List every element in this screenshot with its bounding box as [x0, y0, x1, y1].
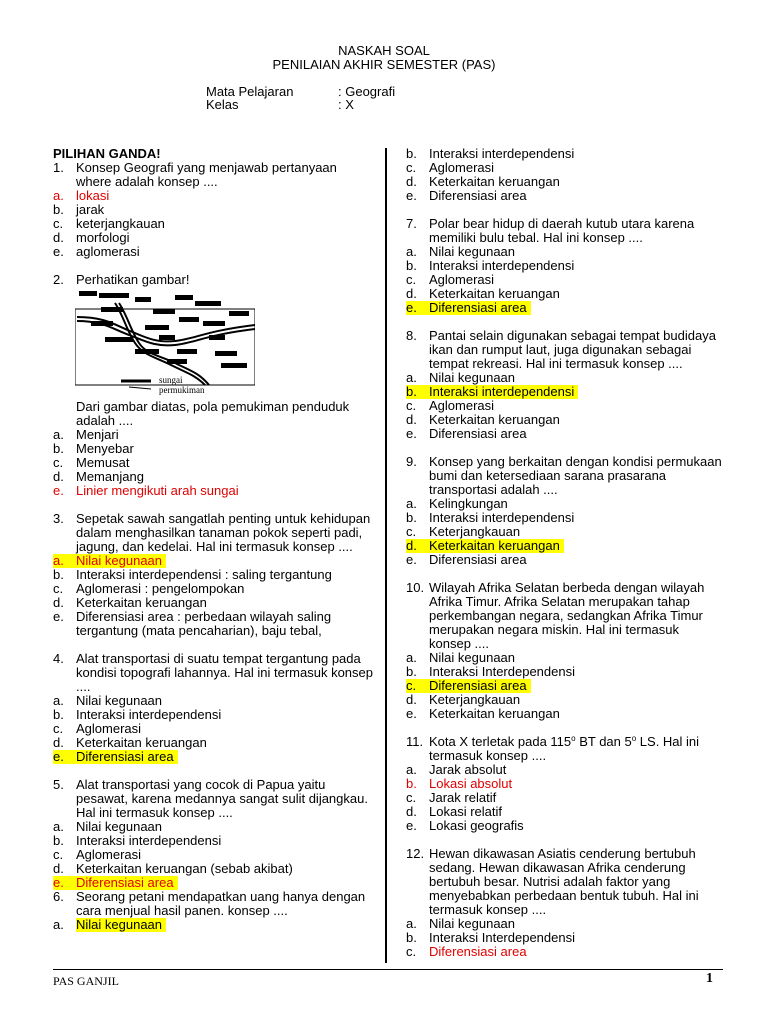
footer-label: PAS GANJIL — [53, 974, 119, 988]
question-text: Konsep Geografi yang menjawab pertanyaan where adalah konsep .... — [76, 160, 337, 189]
option-c: c. Keterjangkauan — [406, 524, 521, 539]
section-title: PILIHAN GANDA! — [53, 146, 161, 161]
question-2 — [53, 273, 373, 498]
legend-settlement-label: permukiman — [159, 385, 205, 395]
option-a: a. Nilai kegunaan — [53, 693, 163, 708]
question-number: 4. — [53, 651, 64, 666]
footer-rule — [53, 969, 723, 970]
option-a: a. Nilai kegunaan — [406, 916, 516, 931]
option-e: e. Diferensiasi area — [406, 426, 527, 441]
legend-river-label: sungai — [159, 375, 183, 385]
option-d: d. Lokasi relatif — [406, 804, 502, 819]
question-number: 5. — [53, 777, 64, 792]
question-number: 2. — [53, 272, 64, 287]
option-b: b. Interaksi Interdependensi — [406, 664, 575, 679]
option-c: c. Aglomerasi — [53, 721, 142, 736]
option-a: a. Kelingkungan — [406, 496, 508, 511]
column-divider — [385, 148, 387, 963]
option-a: a. Nilai kegunaan — [406, 370, 516, 385]
question-8 — [406, 329, 724, 441]
option-e: e. Diferensiasi area — [53, 876, 373, 890]
question-text: Wilayah Afrika Selatan berbeda dengan wilayah Afrika Timur. Afrika Selatan merupakan tahap perkembangan negara, sedangkan Afrika Timur merupakan negara miskin. Hal ini termasuk konsep .... — [429, 580, 705, 651]
option-a: a. lokasi — [53, 188, 110, 203]
meta-key: Mata Pelajaran — [206, 84, 294, 99]
question-number: 10. — [406, 580, 425, 595]
question-text: Alat transportasi di suatu tempat tergantung pada kondisi topografi lahannya. Hal ini termasuk konsep .... — [76, 651, 374, 694]
option-e: e. Diferensiasi area — [53, 750, 373, 764]
question-10 — [406, 581, 724, 721]
option-c: c. Aglomerasi : pengelompokan — [53, 581, 245, 596]
meta-block — [206, 85, 395, 111]
question-7 — [406, 217, 724, 315]
question-text: Hewan dikawasan Asiatis cenderung bertubuh sedang. Hewan dikawasan Afrika cenderung bertubuh besar. Nutrisi adalah faktor yang menyebabkan perbedaan bentuk tubuh. Hal ini termasuk konsep .... — [429, 846, 699, 917]
question-number: 1. — [53, 160, 64, 175]
option-a: a. Menjari — [53, 427, 119, 442]
meta-value: : X — [338, 97, 354, 112]
question-text-2: Dari gambar diatas, pola pemukiman penduduk adalah .... — [76, 399, 350, 428]
option-e: e. Keterkaitan keruangan — [406, 706, 560, 721]
option-c: c. Aglomerasi — [406, 160, 495, 175]
option-a: a. Nilai kegunaan — [406, 650, 516, 665]
meta-value: : Geografi — [338, 84, 396, 99]
question-number: 8. — [406, 328, 417, 343]
question-text: Sepetak sawah sangatlah penting untuk kehidupan dalam menghasilkan tanaman pokok seperti padi, jagung, dan kedelai. Hal ini termasuk konsep .... — [76, 511, 371, 554]
option-c: c. Memusat — [53, 455, 130, 470]
option-c: c. Diferensiasi area — [406, 679, 724, 693]
option-d: d. Keterkaitan keruangan (sebab akibat) — [53, 861, 293, 876]
option-c: c. keterjangkauan — [53, 216, 165, 231]
option-a: a. Nilai kegunaan — [53, 918, 373, 932]
option-c: c. Jarak relatif — [406, 790, 497, 805]
option-c: c. Diferensiasi area — [406, 944, 527, 959]
question-12 — [406, 847, 724, 959]
question-6 — [53, 890, 373, 932]
option-b: b. Interaksi interdependensi : saling tergantung — [53, 567, 332, 582]
option-b: b. Interaksi Interdependensi — [406, 930, 575, 945]
option-b: b. Interaksi interdependensi — [406, 385, 724, 399]
question-number: 12. — [406, 846, 425, 861]
option-e: e. Diferensiasi area — [406, 552, 527, 567]
option-a: a. Nilai kegunaan — [53, 554, 373, 568]
header-subtitle: PENILAIAN AKHIR SEMESTER (PAS) — [272, 57, 496, 72]
left-column — [53, 147, 373, 932]
option-e: e. Diferensiasi area : perbedaan wilayah saling tergantung (mata pencaharian), baju tebal, — [53, 609, 332, 638]
question-1 — [53, 161, 373, 259]
question-11 — [406, 735, 724, 833]
question-9 — [406, 455, 724, 567]
settlement-map-figure — [75, 291, 255, 395]
option-e: e. aglomerasi — [53, 244, 140, 259]
option-b: b. Interaksi interdependensi — [53, 707, 222, 722]
option-d: d. Keterkaitan keruangan — [406, 539, 724, 553]
document-header — [0, 44, 768, 72]
option-e: e. Linier mengikuti arah sungai — [53, 483, 239, 498]
option-d: d. Keterkaitan keruangan — [406, 286, 560, 301]
question-number: 7. — [406, 216, 417, 231]
option-b: b. Interaksi interdependensi — [406, 258, 575, 273]
option-b: b. Interaksi interdependensi — [53, 833, 222, 848]
right-column — [406, 147, 724, 973]
option-d: d. Keterkaitan keruangan — [53, 735, 207, 750]
option-d: d. Keterkaitan keruangan — [406, 412, 560, 427]
option-a: a. Nilai kegunaan — [53, 819, 163, 834]
option-d: d. morfologi — [53, 230, 130, 245]
question-text: Kota X terletak pada 115$^o$ BT dan 5$^o$ LS. Hal ini termasuk konsep .... — [429, 734, 700, 763]
option-c: c. Aglomerasi — [406, 272, 495, 287]
option-c: c. Aglomerasi — [406, 398, 495, 413]
option-a: a. Jarak absolut — [406, 762, 507, 777]
question-text: Seorang petani mendapatkan uang hanya dengan cara menjual hasil panen. konsep .... — [76, 889, 366, 918]
question-number: 3. — [53, 511, 64, 526]
option-e: e. Lokasi geografis — [406, 818, 524, 833]
option-b: b. Interaksi interdependensi — [406, 146, 575, 161]
option-d: d. Memanjang — [53, 469, 144, 484]
option-d: d. Keterkaitan keruangan — [406, 174, 560, 189]
option-b: b. Interaksi interdependensi — [406, 510, 575, 525]
option-a: a. Nilai kegunaan — [406, 244, 516, 259]
option-c: c. Aglomerasi — [53, 847, 142, 862]
option-b: b. jarak — [53, 202, 105, 217]
question-text: Polar bear hidup di daerah kutub utara karena memiliki bulu tebal. Hal ini konsep .... — [429, 216, 695, 245]
question-text: Perhatikan gambar! — [76, 272, 190, 287]
option-e: e. Diferensiasi area — [406, 188, 527, 203]
question-4 — [53, 652, 373, 764]
question-5 — [53, 778, 373, 890]
question-3 — [53, 512, 373, 638]
question-number: 11. — [406, 734, 424, 749]
option-d: d. Keterkaitan keruangan — [53, 595, 207, 610]
question-number: 6. — [53, 889, 64, 904]
question-number: 9. — [406, 454, 417, 469]
question-text: Alat transportasi yang cocok di Papua yaitu pesawat, karena medannya sangat sulit dijangkau. Hal ini termasuk konsep .... — [76, 777, 368, 820]
option-d: d. Keterjangkauan — [406, 692, 521, 707]
question-6-continued — [406, 147, 724, 203]
header-title: NASKAH SOAL — [338, 43, 430, 58]
page-number: 1 — [706, 971, 713, 986]
option-e: e. Diferensiasi area — [406, 301, 724, 315]
meta-key: Kelas — [206, 97, 239, 112]
question-text: Konsep yang berkaitan dengan kondisi permukaan bumi dan ketersediaan sarana prasarana transportasi adalah .... — [429, 454, 722, 497]
option-b: b. Lokasi absolut — [406, 776, 513, 791]
option-b: b. Menyebar — [53, 441, 134, 456]
question-text: Pantai selain digunakan sebagai tempat budidaya ikan dan rumput laut, juga digunakan sebagai tempat rekreasi. Hal ini termasuk konsep .... — [429, 328, 716, 371]
